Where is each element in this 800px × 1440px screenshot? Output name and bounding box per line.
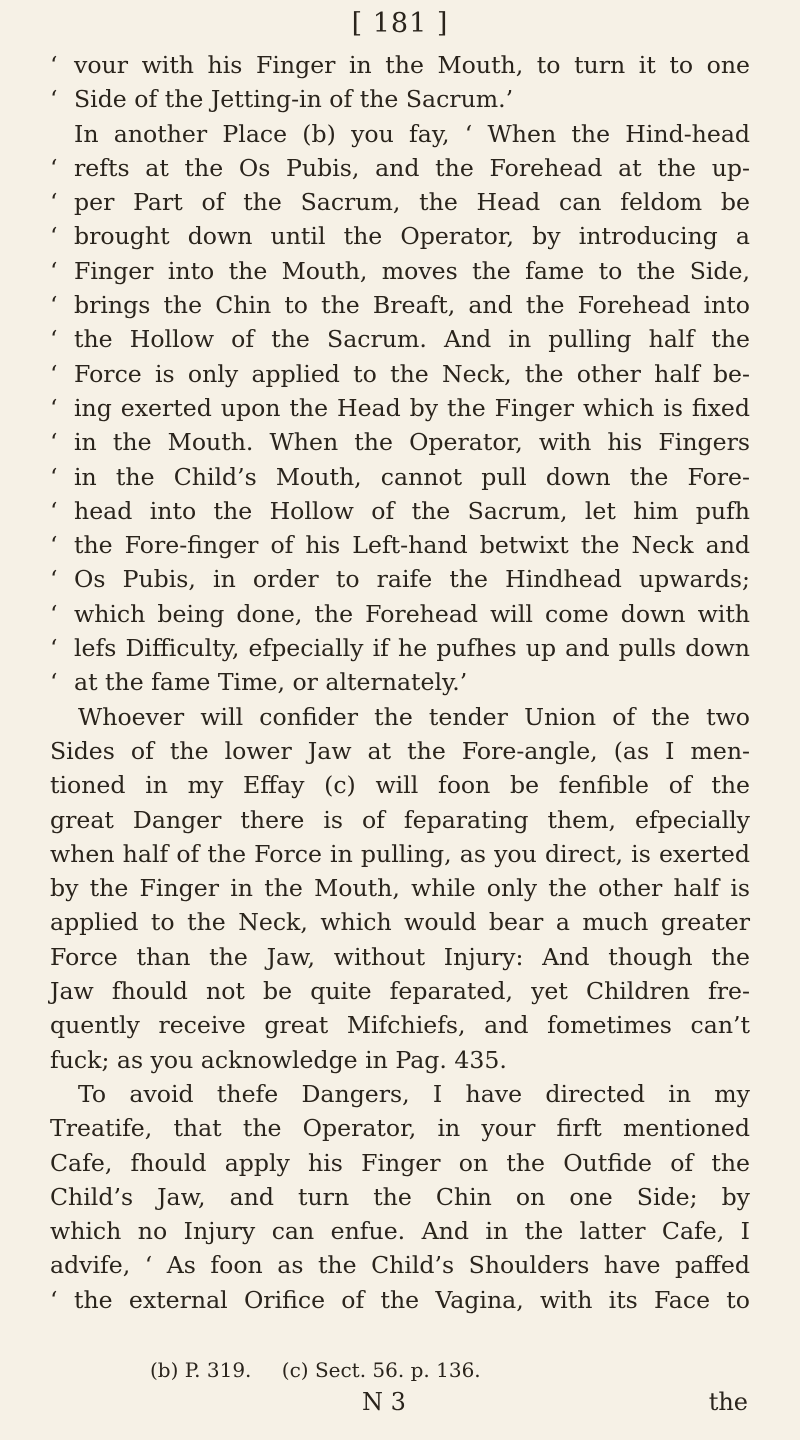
footnote-b: (b) P. 319. <box>150 1358 252 1382</box>
text-line: ‘ per Part of the Sacrum, the Head can feldom be <box>50 188 750 217</box>
text-line: by the Finger in the Mouth, while only the other half is <box>50 874 750 903</box>
text-line: ‘ which being done, the Forehead will come down with <box>50 599 750 628</box>
text-line: Force than the Jaw, without Injury: And though the <box>50 942 750 971</box>
text-line: ‘ brought down until the Operator, by introducing a <box>50 222 750 251</box>
text-line: ‘ Force is only applied to the Neck, the other half be- <box>50 359 750 388</box>
text-line: advife, ‘ As foon as the Child’s Shoulders have paffed <box>50 1251 750 1280</box>
text-line: ‘ Side of the Jetting-in of the Sacrum.’ <box>50 85 514 114</box>
text-line: ‘ brings the Chin to the Breaft, and the Forehead into <box>50 291 750 320</box>
text-line: ‘ the external Orifice of the Vagina, with its Face to <box>50 1285 750 1314</box>
text-line: ‘ vour with his Finger in the Mouth, to turn it to one <box>50 51 750 79</box>
catchword: the <box>708 1388 748 1416</box>
text-line: ‘ in the Child’s Mouth, cannot pull down the Fore- <box>50 462 750 491</box>
footnotes <box>150 1358 505 1382</box>
text-line: ‘ at the fame Time, or alternately.’ <box>50 668 468 697</box>
text-line: Whoever will confider the tender Union of the two <box>78 702 750 731</box>
text-line: ‘ Os Pubis, in order to raife the Hindhead upwards; <box>50 565 750 594</box>
text-line: tioned in my Effay (c) will foon be fenfible of the <box>50 771 750 800</box>
text-line: Sides of the lower Jaw at the Fore-angle, (as I men- <box>50 736 750 765</box>
text-line: ‘ the Hollow of the Sacrum. And in pulling half the <box>50 325 750 354</box>
body-text <box>50 48 750 1317</box>
text-line: ‘ the Fore-finger of his Left-hand betwixt the Neck and <box>50 531 750 560</box>
footnote-c: (c) Sect. 56. p. 136. <box>281 1358 481 1382</box>
text-line: ‘ head into the Hollow of the Sacrum, let him pufh <box>50 496 750 525</box>
page-number: [ 181 ] <box>351 8 449 39</box>
text-line: In another Place (b) you fay, ‘ When the Hind-head <box>74 119 750 148</box>
text-line: which no Injury can enfue. And in the latter Cafe, I <box>50 1217 750 1246</box>
text-line: Treatife, that the Operator, in your firft mentioned <box>50 1114 750 1143</box>
text-line: ‘ ing exerted upon the Head by the Finger which is fixed <box>50 393 750 422</box>
signature-mark: N 3 <box>362 1388 406 1416</box>
text-line: great Danger there is of feparating them, efpecially <box>50 805 750 834</box>
text-line: fuck; as you acknowledge in Pag. 435. <box>50 1045 507 1074</box>
text-line: quently receive great Mifchiefs, and fometimes can’t <box>50 1011 750 1040</box>
text-line: ‘ in the Mouth. When the Operator, with his Fingers <box>50 428 750 457</box>
text-line: Cafe, fhould apply his Finger on the Outfide of the <box>50 1148 750 1177</box>
text-line: ‘ refts at the Os Pubis, and the Forehead at the up- <box>50 153 750 182</box>
text-line: ‘ lefs Difficulty, efpecially if he pufhes up and pulls down <box>50 634 750 663</box>
text-line: To avoid thefe Dangers, I have directed in my <box>78 1079 750 1108</box>
text-line: ‘ Finger into the Mouth, moves the fame to the Side, <box>50 256 750 285</box>
text-line: applied to the Neck, which would bear a much greater <box>50 908 750 937</box>
text-line: when half of the Force in pulling, as you direct, is exerted <box>50 839 750 868</box>
text-line: Child’s Jaw, and turn the Chin on one Side; by <box>50 1182 750 1211</box>
text-line: Jaw fhould not be quite feparated, yet Children fre- <box>50 977 750 1006</box>
